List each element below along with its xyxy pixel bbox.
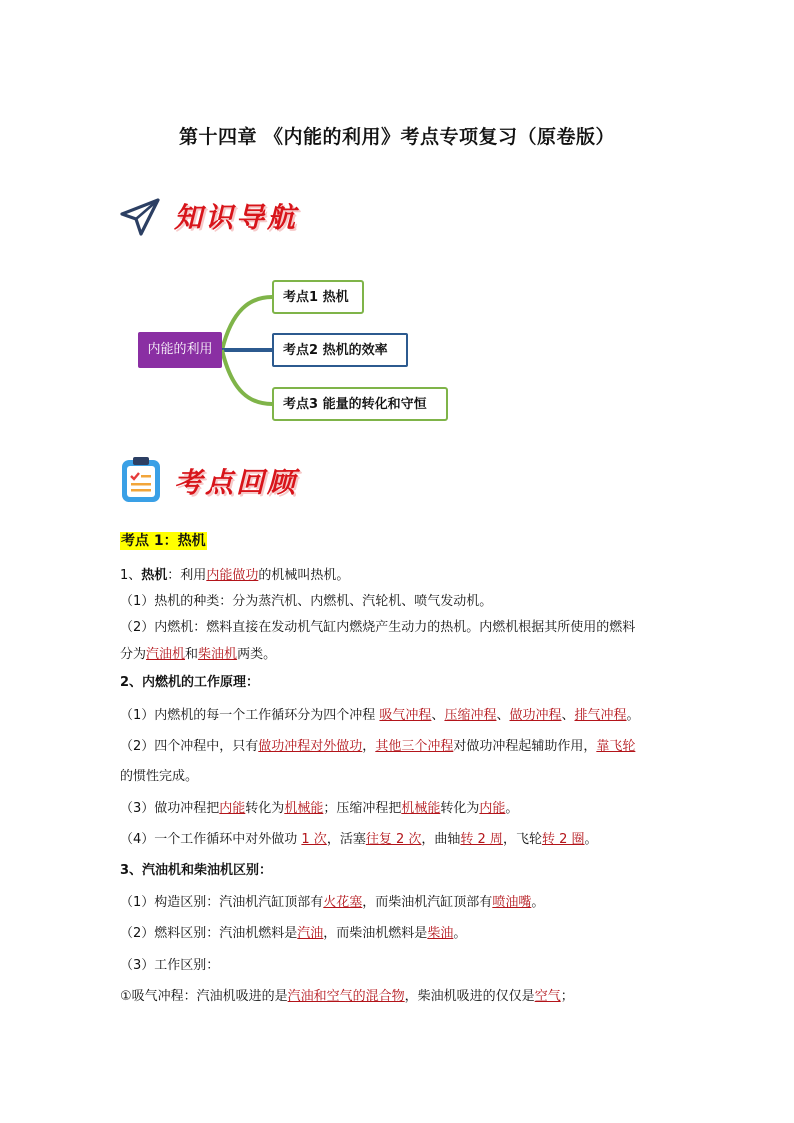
line-4: 分为汽油机和柴油机两类。 [120,647,277,662]
answer-blank: 往复 2 次 [365,832,422,847]
knowledge-nav-header [120,196,340,240]
mindmap-node-3: 考点3 能量的转化和守恒 [272,387,448,421]
answer-blank: 吸气冲程 [379,708,432,723]
answer-blank: 内能 [479,801,506,816]
line-8: 的惯性完成。 [120,769,199,784]
answer-blank: 柴油机 [198,647,238,662]
answer-blank: 做功冲程 [509,708,562,723]
line-6: （1）内燃机的每一个工作循环分为四个冲程 吸气冲程、压缩冲程、做功冲程、排气冲程。 [120,708,640,723]
answer-blank: 空气 [534,989,561,1004]
line-15: ①吸气冲程：汽油机吸进的是汽油和空气的混合物，柴油机吸进的仅仅是空气； [120,989,574,1004]
answer-blank: 1 次 [301,832,327,847]
mindmap-node-2: 考点2 热机的效率 [272,333,408,367]
answer-blank: 汽油机 [146,647,186,662]
answer-blank: 机械能 [284,801,324,816]
mindmap-node-1: 考点1 热机 [272,280,364,314]
line-7: （2）四个冲程中，只有做功冲程对外做功，其他三个冲程对做功冲程起辅助作用，靠飞轮 [120,739,636,754]
answer-blank: 内能 [219,801,246,816]
line-9: （3）做功冲程把内能转化为机械能；压缩冲程把机械能转化为内能。 [120,801,519,816]
answer-blank: 柴油 [427,926,454,941]
line-10: （4）一个工作循环中对外做功 1 次，活塞往复 2 次，曲轴转 2 周，飞轮转 2 圈。 [120,832,598,847]
line-2: （1）热机的种类：分为蒸汽机、内燃机、汽轮机、喷气发动机。 [120,594,493,609]
line-13: （2）燃料区别：汽油机燃料是汽油，而柴油机燃料是柴油。 [120,926,467,941]
line-11: 3、汽油机和柴油机区别： [120,863,273,878]
answer-blank: 排气冲程 [574,708,627,723]
line-12: （1）构造区别：汽油机汽缸顶部有火花塞，而柴油机汽缸顶部有喷油嘴。 [120,895,545,910]
topic-1-heading: 考点 1：热机 [121,533,206,549]
answer-blank: 汽油和空气的混合物 [287,989,405,1004]
answer-blank: 转 2 圈 [541,832,585,847]
answer-blank: 做功冲程对外做功 [258,739,363,754]
review-header [120,455,340,505]
clipboard-icon [120,455,162,503]
line-3: （2）内燃机：燃料直接在发动机气缸内燃烧产生动力的热机。内燃机根据其所使用的燃料 [120,620,636,635]
answer-blank: 汽油 [297,926,324,941]
answer-blank: 内能做功 [206,568,259,583]
review-title: 考点回顾 [174,466,299,499]
answer-blank: 靠飞轮 [596,739,636,754]
line-14: （3）工作区别： [120,958,220,973]
answer-blank: 喷油嘴 [492,895,532,910]
mindmap-root: 内能的利用 [138,332,222,368]
line-5: 2、内燃机的工作原理： [120,675,260,690]
page-title: 第十四章 《内能的利用》考点专项复习（原卷版） [178,126,616,148]
line-1: 1、热机：利用内能做功的机械叫热机。 [120,568,350,583]
answer-blank: 机械能 [401,801,441,816]
answer-blank: 转 2 周 [460,832,503,847]
answer-blank: 火花塞 [323,895,363,910]
paper-plane-icon [120,198,160,236]
answer-blank: 压缩冲程 [444,708,497,723]
knowledge-nav-title: 知识导航 [174,201,299,234]
answer-blank: 其他三个冲程 [375,739,454,754]
